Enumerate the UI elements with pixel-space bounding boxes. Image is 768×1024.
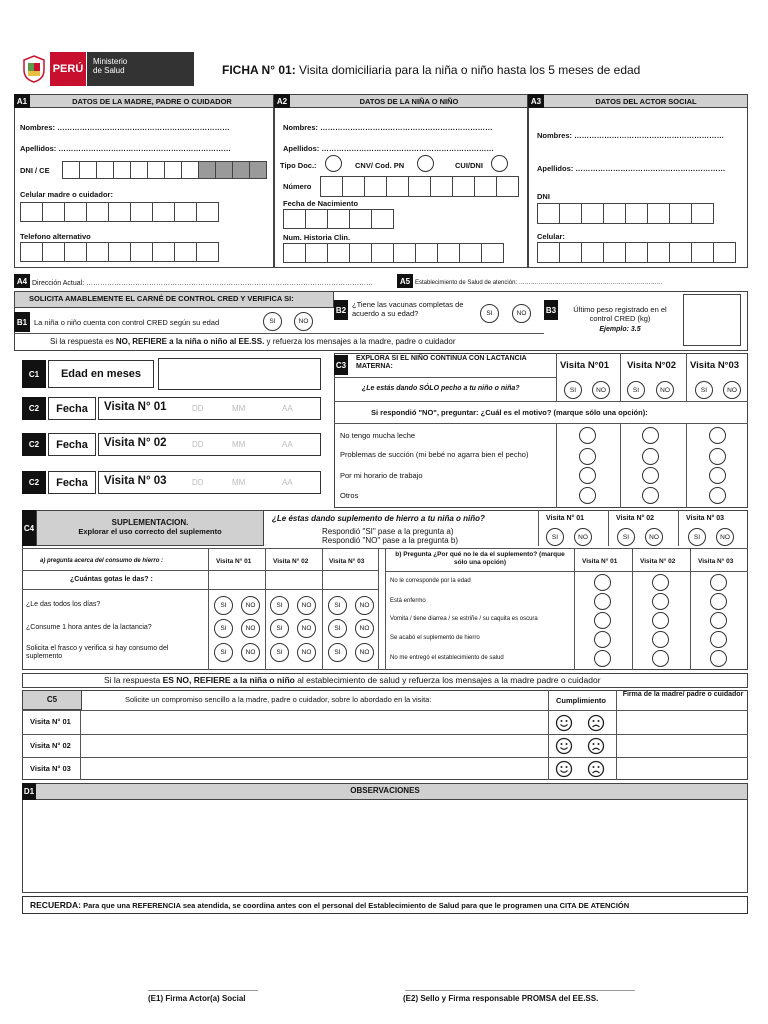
c4a-r3-v1-no[interactable]: NO	[241, 643, 260, 662]
b1-no-radio[interactable]: NO	[294, 312, 313, 331]
c2-tag-2: C2	[22, 433, 46, 456]
c4a-r1-v2-si[interactable]: SI	[270, 596, 289, 615]
c4-v1-si[interactable]: SI	[546, 528, 564, 546]
c4b-item-5: No me entregó el establecimiento de salud	[390, 655, 504, 661]
c4b-r2-v1[interactable]	[594, 593, 611, 610]
c4a-r1-v1-no[interactable]: NO	[241, 596, 260, 615]
c4b-r3-v2[interactable]	[652, 612, 669, 629]
c3-v1-no[interactable]: NO	[592, 381, 610, 399]
a1-telefono-cells[interactable]	[20, 242, 218, 262]
c3-title: EXPLORA SI EL NIÑO CONTINUA CON LACTANCIA MATERNA:	[356, 355, 527, 371]
c4a-visit-1: Visita N° 01	[216, 558, 252, 565]
c5-visit-3: Visita N° 03	[30, 764, 71, 773]
c3-visit-3: Visita N°03	[690, 360, 740, 371]
c2-visit-2-aa[interactable]: AA	[282, 440, 293, 449]
c3-followup: Si respondió "NO", preguntar: ¿Cuál es el motivo? (marque sólo una opción):	[371, 408, 648, 417]
c3-r1-v2[interactable]	[642, 427, 659, 444]
c4-top-visit-2: Visita N° 02	[616, 515, 655, 522]
a2-apellidos[interactable]: Apellidos: ……………………………………………………………	[283, 144, 494, 153]
c2-visit-3-dd[interactable]: DD	[192, 478, 204, 487]
a5-establecimiento[interactable]: Establecimiento de Salud de atención: ………………………………………………………………	[415, 280, 663, 286]
c4b-title: b) Pregunta ¿Por qué no le da el suplemento? (marque sólo una opción)	[395, 551, 565, 566]
a3-celular-label: Celular:	[537, 232, 565, 241]
c4b-visit-2: Visita N° 02	[640, 558, 676, 565]
b2-no-radio[interactable]: NO	[512, 304, 531, 323]
c4b-r2-v2[interactable]	[652, 593, 669, 610]
b1-text: La niña o niño cuenta con control CRED según su edad	[34, 318, 220, 327]
a3-title: DATOS DEL ACTOR SOCIAL	[595, 97, 697, 106]
a1-title: DATOS DE LA MADRE, PADRE O CUIDADOR	[72, 97, 232, 106]
c2-fecha-1: Fecha	[48, 397, 96, 420]
a5-tag: A5	[397, 274, 413, 288]
c3-visit-1: Visita N°01	[560, 360, 610, 371]
recuerda-text: RECUERDA: Para que una REFERENCIA sea atendida, se coordina antes con el personal del Establecimiento de Salud para que le programen una CITA DE ATENCIÓN	[30, 900, 630, 910]
sad-face-icon[interactable]	[587, 714, 605, 732]
a1-tag: A1	[14, 94, 30, 108]
c4-top-visit-1: Visita N° 01	[546, 515, 585, 522]
c2-visit-3-aa[interactable]: AA	[282, 478, 293, 487]
c4b-r5-v1[interactable]	[594, 650, 611, 667]
c4b-r1-v3[interactable]	[710, 574, 727, 591]
a2-nombres[interactable]: Nombres: ……………………………………………………………	[283, 123, 493, 132]
c1-tag: C1	[22, 360, 46, 388]
a1-dni-cells[interactable]	[62, 161, 266, 179]
c4b-r3-v1[interactable]	[594, 612, 611, 629]
c3-r3-v1[interactable]	[579, 467, 596, 484]
c4a-r2-v2-si[interactable]: SI	[270, 619, 289, 638]
c5-visit-2: Visita N° 02	[30, 741, 71, 750]
c3-r4-v1[interactable]	[579, 487, 596, 504]
b2-text: ¿Tiene las vacunas completas de acuerdo a su edad?	[352, 300, 464, 318]
c4b-visit-3: Visita N° 03	[698, 558, 734, 565]
happy-face-icon[interactable]	[555, 714, 573, 732]
c4a-visit-2: Visita N° 02	[273, 558, 309, 565]
b2-si-radio[interactable]: SI	[480, 304, 499, 323]
c4a-title: a) pregunta acerca del consumo de hierro :	[40, 558, 164, 564]
a2-numero-label: Número	[283, 182, 312, 191]
a3-dni-cells[interactable]	[537, 203, 713, 224]
b-refer-text: Si la respuesta es NO, REFIERE a la niña o niño al EE.SS. y refuerza los mensajes a la madre, padre o cuidador	[50, 337, 456, 346]
c4b-r4-v2[interactable]	[652, 631, 669, 648]
d1-tag: D1	[22, 783, 36, 800]
c2-visit-3-mm[interactable]: MM	[232, 478, 246, 487]
c3-v3-no[interactable]: NO	[723, 381, 741, 399]
c4a-r3-v2-si[interactable]: SI	[270, 643, 289, 662]
c4b-r4-v3[interactable]	[710, 631, 727, 648]
c4a-item-1: ¿Cuántas gotas le das? :	[70, 576, 153, 583]
firma-e1: (E1) Firma Actor(a) Social	[148, 994, 246, 1003]
c4b-item-4: Se acabó el suplemento de hierro	[390, 635, 480, 641]
a1-celular-cells[interactable]	[20, 202, 218, 222]
c4a-r3-v3-si[interactable]: SI	[328, 643, 347, 662]
a2-cnv-radio[interactable]	[417, 155, 434, 172]
c4a-r2-v1-no[interactable]: NO	[241, 619, 260, 638]
c5-cumplimiento: Cumplimiento	[556, 696, 606, 705]
c4a-r2-v3-no[interactable]: NO	[355, 619, 374, 638]
c4a-r1-v3-no[interactable]: NO	[355, 596, 374, 615]
c3-reason-4: Otros	[340, 491, 359, 500]
peru-label: PERÚ	[50, 52, 86, 86]
c3-r3-v2[interactable]	[642, 467, 659, 484]
a2-tag: A2	[274, 94, 290, 108]
c4a-r1-v3-si[interactable]: SI	[328, 596, 347, 615]
c4-v3-no[interactable]: NO	[716, 528, 734, 546]
logo-block	[18, 52, 194, 86]
c4a-r2-v1-si[interactable]: SI	[214, 619, 233, 638]
a1-telefono-label: Telefono alternativo	[20, 232, 91, 241]
happy-face-icon[interactable]	[555, 737, 573, 755]
c4a-r2-v2-no[interactable]: NO	[297, 619, 316, 638]
a2-numero-cells[interactable]	[320, 176, 518, 197]
c3-r2-v2[interactable]	[642, 448, 659, 465]
ministry-label: Ministerio de Salud	[86, 52, 194, 86]
peru-seal-icon	[18, 52, 50, 86]
c3-reason-2: Problemas de succión (mi bebé no agarra bien el pecho)	[340, 450, 529, 459]
c2-visit-1-mm[interactable]: MM	[232, 404, 246, 413]
a1-apellidos[interactable]: Apellidos: ……………………………………………………………	[20, 144, 231, 153]
a3-nombres[interactable]: Nombres: ……………………………………………………	[537, 131, 725, 140]
b3-weight-box[interactable]	[683, 294, 741, 346]
c1-edad-input[interactable]	[158, 358, 321, 390]
c4b-item-2: Está enfermo	[390, 598, 426, 604]
a2-historia-cells[interactable]	[283, 243, 503, 263]
c4a-r1-v1-si[interactable]: SI	[214, 596, 233, 615]
refer2-text: Si la respuesta ES NO, REFIERE a la niña o niño al establecimiento de salud y refuerza los mensajes a la madre padre o cuidador	[104, 675, 601, 685]
c2-visit-2-mm[interactable]: MM	[232, 440, 246, 449]
c4-header: SUPLEMENTACION. Explorar el uso correcto del suplemento	[36, 510, 264, 546]
a2-fechanac-cells[interactable]	[283, 209, 393, 229]
c3-r2-v1[interactable]	[579, 448, 596, 465]
c3-v2-si[interactable]: SI	[627, 381, 645, 399]
c3-tag: C3	[334, 355, 348, 375]
a3-dni-label: DNI	[537, 192, 550, 201]
c4b-r5-v3[interactable]	[710, 650, 727, 667]
b2-tag: B2	[334, 300, 348, 320]
c4b-r3-v3[interactable]	[710, 612, 727, 629]
a3-apellidos[interactable]: Apellidos: ……………………………………………………	[537, 164, 726, 173]
c4-v3-si[interactable]: SI	[688, 528, 706, 546]
c4b-r4-v1[interactable]	[594, 631, 611, 648]
page-title: FICHA N° 01: Visita domiciliaria para la niña o niño hasta los 5 meses de edad	[222, 63, 641, 77]
c4-question: ¿Le éstas dando suplemento de hierro a tu niña o niño?	[272, 514, 485, 523]
c4-top-visit-3: Visita N° 03	[686, 515, 725, 522]
a3-tag: A3	[528, 94, 544, 108]
happy-face-icon[interactable]	[555, 760, 573, 778]
b3-text: Último peso registrado en el control CRED (kg)	[573, 305, 667, 323]
c2-visit-1-dd[interactable]: DD	[192, 404, 204, 413]
a1-celular-label: Celular madre o cuidador:	[20, 190, 113, 199]
c4a-r2-v3-si[interactable]: SI	[328, 619, 347, 638]
c3-question: ¿Le estás dando SÓLO pecho a tu niño o niña?	[362, 385, 520, 392]
c4b-visit-1: Visita N° 01	[582, 558, 618, 565]
c3-r1-v1[interactable]	[579, 427, 596, 444]
c3-reason-1: No tengo mucha leche	[340, 431, 416, 440]
c4b-r2-v3[interactable]	[710, 593, 727, 610]
a2-tipodoc-label: Tipo Doc.:	[280, 161, 317, 170]
a2-cui-label: CUI/DNI	[455, 161, 483, 170]
observaciones-input[interactable]	[24, 801, 746, 891]
c4a-r1-v2-no[interactable]: NO	[297, 596, 316, 615]
c4-ans-no: Respondió "NO" pase a la pregunta b)	[322, 536, 458, 545]
c5-firma-header: Firma de la madre/ padre o cuidador	[622, 691, 744, 698]
c3-r2-v3[interactable]	[709, 448, 726, 465]
a2-fechanac-label: Fecha de Nacimiento	[283, 199, 359, 208]
c5-title: Solicite un compromiso sencillo a la madre, padre o cuidador, sobre lo abordado en la visita:	[125, 695, 432, 704]
b3-tag: B3	[544, 300, 558, 320]
c2-visit-1-aa[interactable]: AA	[282, 404, 293, 413]
c4b-r1-v1[interactable]	[594, 574, 611, 591]
c1-label-box: Edad en meses	[48, 360, 154, 388]
b1-tag: B1	[14, 312, 30, 332]
a2-historia-label: Num. Historia Clin.	[283, 233, 351, 242]
sad-face-icon[interactable]	[587, 760, 605, 778]
c4a-r3-v1-si[interactable]: SI	[214, 643, 233, 662]
c2-tag-3: C2	[22, 471, 46, 494]
c4a-r3-v3-no[interactable]: NO	[355, 643, 374, 662]
c4b-item-1: No le corresponde por la edad	[390, 578, 471, 584]
d1-header: OBSERVACIONES	[22, 783, 748, 800]
firma-e2: (E2) Sello y Firma responsable PROMSA del EE.SS.	[403, 994, 599, 1003]
c3-v3-si[interactable]: SI	[695, 381, 713, 399]
c2-fecha-2: Fecha	[48, 433, 96, 456]
c3-r3-v3[interactable]	[709, 467, 726, 484]
c4-v2-no[interactable]: NO	[645, 528, 663, 546]
c4a-item-2: ¿Le das todos los días?	[26, 601, 101, 608]
c3-v1-si[interactable]: SI	[564, 381, 582, 399]
c4-tag: C4	[22, 510, 36, 546]
c2-visit-2-label: Visita N° 02	[104, 437, 167, 449]
c3-reason-3: Por mi horario de trabajo	[340, 471, 423, 480]
b-header: SOLICITA AMABLEMENTE EL CARNÉ DE CONTROL CRED Y VERIFICA SI:	[14, 291, 334, 308]
c4b-r5-v2[interactable]	[652, 650, 669, 667]
c2-visit-3-label: Visita N° 03	[104, 475, 167, 487]
c4-ans-si: Respondió "SI" pase a la pregunta a)	[322, 527, 454, 536]
c4a-visit-3: Visita N° 03	[329, 558, 365, 565]
a4-tag: A4	[14, 274, 30, 288]
c3-r4-v3[interactable]	[709, 487, 726, 504]
c2-fecha-3: Fecha	[48, 471, 96, 494]
c2-visit-1-label: Visita N° 01	[104, 401, 167, 413]
c5-visit-1: Visita N° 01	[30, 717, 71, 726]
c5-tag: C5	[22, 690, 82, 710]
a3-celular-cells[interactable]	[537, 242, 735, 263]
b1-si-radio[interactable]: SI	[263, 312, 282, 331]
c3-v2-no[interactable]: NO	[656, 381, 674, 399]
b3-example: Ejemplo: 3.5	[599, 326, 641, 333]
a2-cnv-label: CNV/ Cod. PN	[355, 161, 405, 170]
c2-visit-2-dd[interactable]: DD	[192, 440, 204, 449]
c4-v2-si[interactable]: SI	[617, 528, 635, 546]
c3-visit-2: Visita N°02	[627, 360, 677, 371]
a2-tipodoc-radio[interactable]	[325, 155, 342, 172]
c4b-item-3: Vomita / tiene diarrea / se estriñe / su caquita es oscura	[390, 616, 538, 622]
c4b-r1-v2[interactable]	[652, 574, 669, 591]
c3-r1-v3[interactable]	[709, 427, 726, 444]
a2-cui-radio[interactable]	[491, 155, 508, 172]
c4a-r3-v2-no[interactable]: NO	[297, 643, 316, 662]
a1-nombres[interactable]: Nombres: ……………………………………………………………	[20, 123, 230, 132]
sad-face-icon[interactable]	[587, 737, 605, 755]
a2-title: DATOS DE LA NIÑA O NIÑO	[359, 97, 459, 106]
c4a-item-4: Solicita el frasco y verifica si hay consumo del suplemento	[26, 645, 169, 661]
c3-r4-v2[interactable]	[642, 487, 659, 504]
a1-dni-label: DNI / CE	[20, 166, 50, 175]
c4-v1-no[interactable]: NO	[574, 528, 592, 546]
a4-direccion[interactable]: Dirección Actual: ……………………………………………………………………………………………………………	[32, 280, 374, 287]
c4a-item-3: ¿Consume 1 hora antes de la lactancia?	[26, 624, 152, 631]
c2-tag-1: C2	[22, 397, 46, 420]
